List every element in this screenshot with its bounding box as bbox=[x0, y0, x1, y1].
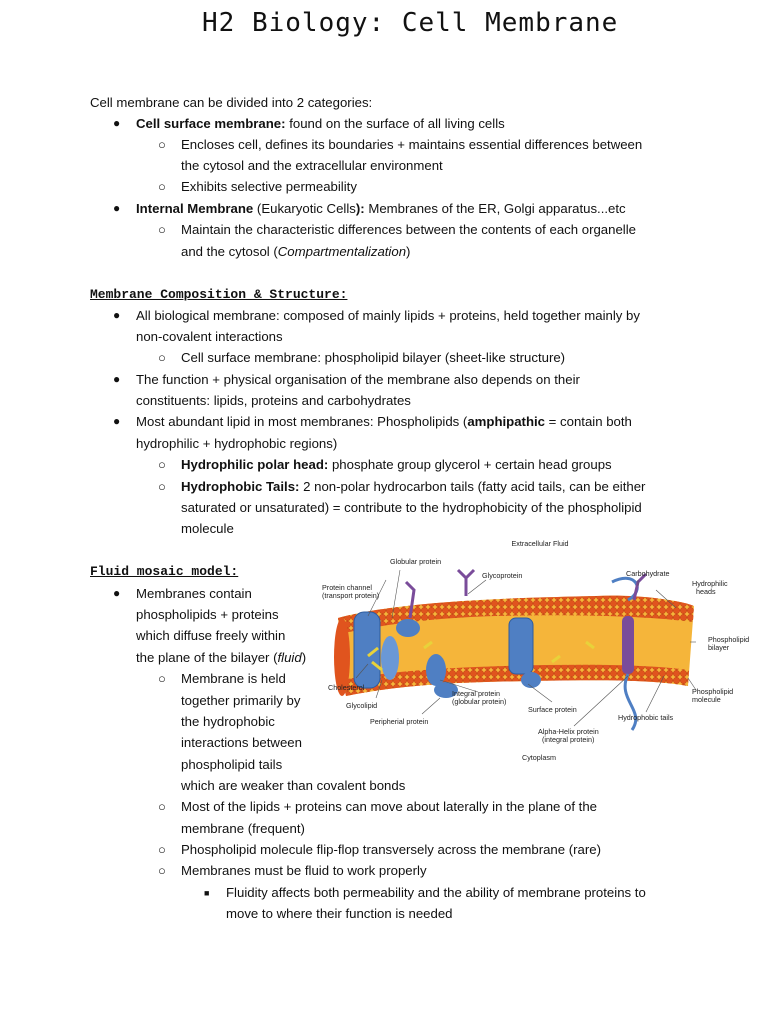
label-channel-2: (transport protein) bbox=[322, 591, 380, 600]
label-alpha-1: Alpha-Helix protein bbox=[538, 727, 599, 736]
fluid-heading: Fluid mosaic model: bbox=[90, 564, 239, 579]
label-carbohydrate: Carbohydrate bbox=[626, 569, 670, 578]
label-extracellular: Extracellular Fluid bbox=[511, 539, 569, 548]
label-molecule-1: Phospholipid bbox=[692, 687, 734, 696]
bullet-level2: ○ bbox=[158, 863, 166, 878]
fluid-s1-line6: which are weaker than covalent bonds bbox=[181, 778, 406, 793]
label-integral-1: Integral protein bbox=[452, 689, 500, 698]
bullet-level3: ■ bbox=[204, 888, 210, 898]
comp-p3-sub2-line2: saturated or unsaturated) = contribute to the hydrophobicity of the phospholipid bbox=[181, 500, 642, 515]
fluid-s1-line1: Membrane is held bbox=[181, 671, 286, 686]
label-bilayer-2: bilayer bbox=[708, 643, 730, 652]
comp-p3-sub2-line3: molecule bbox=[181, 521, 234, 536]
csm-sub1-line1: Encloses cell, defines its boundaries + maintains essential differences between bbox=[181, 137, 643, 152]
bullet-level2: ○ bbox=[158, 137, 166, 152]
fluid-s3: Phospholipid molecule flip-flop transversely across the membrane (rare) bbox=[181, 842, 601, 857]
surface-bottom-protein-shape bbox=[521, 672, 541, 688]
fluid-s2-line1: Most of the lipids + proteins can move about laterally in the plane of the bbox=[181, 799, 598, 814]
intro-lead: Cell membrane can be divided into 2 categories: bbox=[90, 95, 373, 110]
fluid-s2-line2: membrane (frequent) bbox=[181, 821, 305, 836]
csm-text: Cell surface membrane: found on the surface of all living cells bbox=[136, 116, 505, 131]
surface-protein-shape bbox=[509, 618, 533, 674]
comp-p2-line1: The function + physical organisation of the membrane also depends on their bbox=[136, 372, 580, 387]
comp-p1-line1: All biological membrane: composed of mainly lipids + proteins, held together mainly by bbox=[136, 308, 640, 323]
label-glycolipid: Glycolipid bbox=[346, 701, 378, 710]
label-molecule-2: molecule bbox=[692, 695, 721, 704]
label-bilayer-1: Phospholipid bbox=[708, 635, 750, 644]
comp-p3-line2: hydrophilic + hydrophobic regions) bbox=[136, 436, 338, 451]
comp-p3-sub1: Hydrophilic polar head: phosphate group glycerol + certain head groups bbox=[181, 457, 612, 472]
csm-sub1-line2: the cytosol and the extracellular environment bbox=[181, 158, 443, 173]
csm-sub2: Exhibits selective permeability bbox=[181, 179, 357, 194]
fluid-s1-line3: the hydrophobic bbox=[181, 714, 275, 729]
fluid-s1-line4: interactions between bbox=[181, 735, 302, 750]
fluid-s1-line2: together primarily by bbox=[181, 693, 301, 708]
bullet-level1: ● bbox=[113, 586, 121, 600]
bullet-level2: ○ bbox=[158, 222, 166, 237]
bullet-level1: ● bbox=[113, 308, 121, 322]
label-glycoprotein: Glycoprotein bbox=[482, 571, 523, 580]
globular-protein-shape bbox=[396, 619, 420, 637]
channel-subunit-shape bbox=[381, 636, 399, 680]
bullet-level2: ○ bbox=[158, 179, 166, 194]
label-tails: Hydrophobic tails bbox=[618, 713, 674, 722]
bullet-level2: ○ bbox=[158, 671, 166, 686]
fluid-s1-line5: phospholipid tails bbox=[181, 757, 283, 772]
bullet-level1: ● bbox=[113, 201, 121, 215]
fluid-p1-line4: the plane of the bilayer (fluid) bbox=[136, 650, 307, 665]
membrane-figure bbox=[316, 530, 764, 768]
label-peripheral: Peripherial protein bbox=[370, 717, 429, 726]
fluid-s4-sub-line2: move to where their function is needed bbox=[226, 906, 453, 921]
bullet-level1: ● bbox=[113, 372, 121, 386]
label-surface: Surface protein bbox=[528, 705, 577, 714]
fluid-p1-line2: phospholipids + proteins bbox=[136, 607, 279, 622]
bullet-level2: ○ bbox=[158, 799, 166, 814]
comp-p1-line2: non-covalent interactions bbox=[136, 329, 283, 344]
comp-p3-sub2-line1: Hydrophobic Tails: 2 non-polar hydrocarbon tails (fatty acid tails, can be either bbox=[181, 479, 646, 494]
page-title: H2 Biology: Cell Membrane bbox=[202, 8, 619, 38]
bullet-level2: ○ bbox=[158, 350, 166, 365]
bullet-level2: ○ bbox=[158, 842, 166, 857]
label-cholesterol: Cholesterol bbox=[328, 683, 365, 692]
fluid-s4: Membranes must be fluid to work properly bbox=[181, 863, 427, 878]
label-integral-2: (globular protein) bbox=[452, 697, 507, 706]
label-hydrophilic-1: Hydrophilic bbox=[692, 579, 728, 588]
label-globular: Globular protein bbox=[390, 557, 442, 566]
comp-p2-line2: constituents: lipids, proteins and carbohydrates bbox=[136, 393, 411, 408]
label-hydrophilic-2: heads bbox=[696, 587, 716, 596]
internal-membrane-text: Internal Membrane (Eukaryotic Cells): Membranes of the ER, Golgi apparatus...etc bbox=[136, 201, 626, 216]
label-alpha-2: (integral protein) bbox=[542, 735, 595, 744]
comp-p3-line1: Most abundant lipid in most membranes: Phospholipids (amphipathic = contain both bbox=[136, 414, 632, 429]
bullet-level2: ○ bbox=[158, 457, 166, 472]
fluid-s4-sub-line1: Fluidity affects both permeability and the ability of membrane proteins to bbox=[226, 885, 646, 900]
comp-p1-sub: Cell surface membrane: phospholipid bilayer (sheet-like structure) bbox=[181, 350, 566, 365]
label-channel-1: Protein channel bbox=[322, 583, 372, 592]
bullet-level1: ● bbox=[113, 414, 121, 428]
bullet-level1: ● bbox=[113, 116, 121, 130]
fluid-p1-line3: which diffuse freely within bbox=[136, 628, 286, 643]
im-sub1-line2: and the cytosol (Compartmentalization) bbox=[181, 244, 411, 259]
label-cytoplasm: Cytoplasm bbox=[522, 753, 556, 762]
bullet-level2: ○ bbox=[158, 479, 166, 494]
im-sub1-line1: Maintain the characteristic differences between the contents of each organelle bbox=[181, 222, 637, 237]
composition-heading: Membrane Composition & Structure: bbox=[90, 287, 348, 302]
fluid-p1-line1: Membranes contain bbox=[136, 586, 252, 601]
alpha-helix-shape bbox=[622, 616, 634, 674]
